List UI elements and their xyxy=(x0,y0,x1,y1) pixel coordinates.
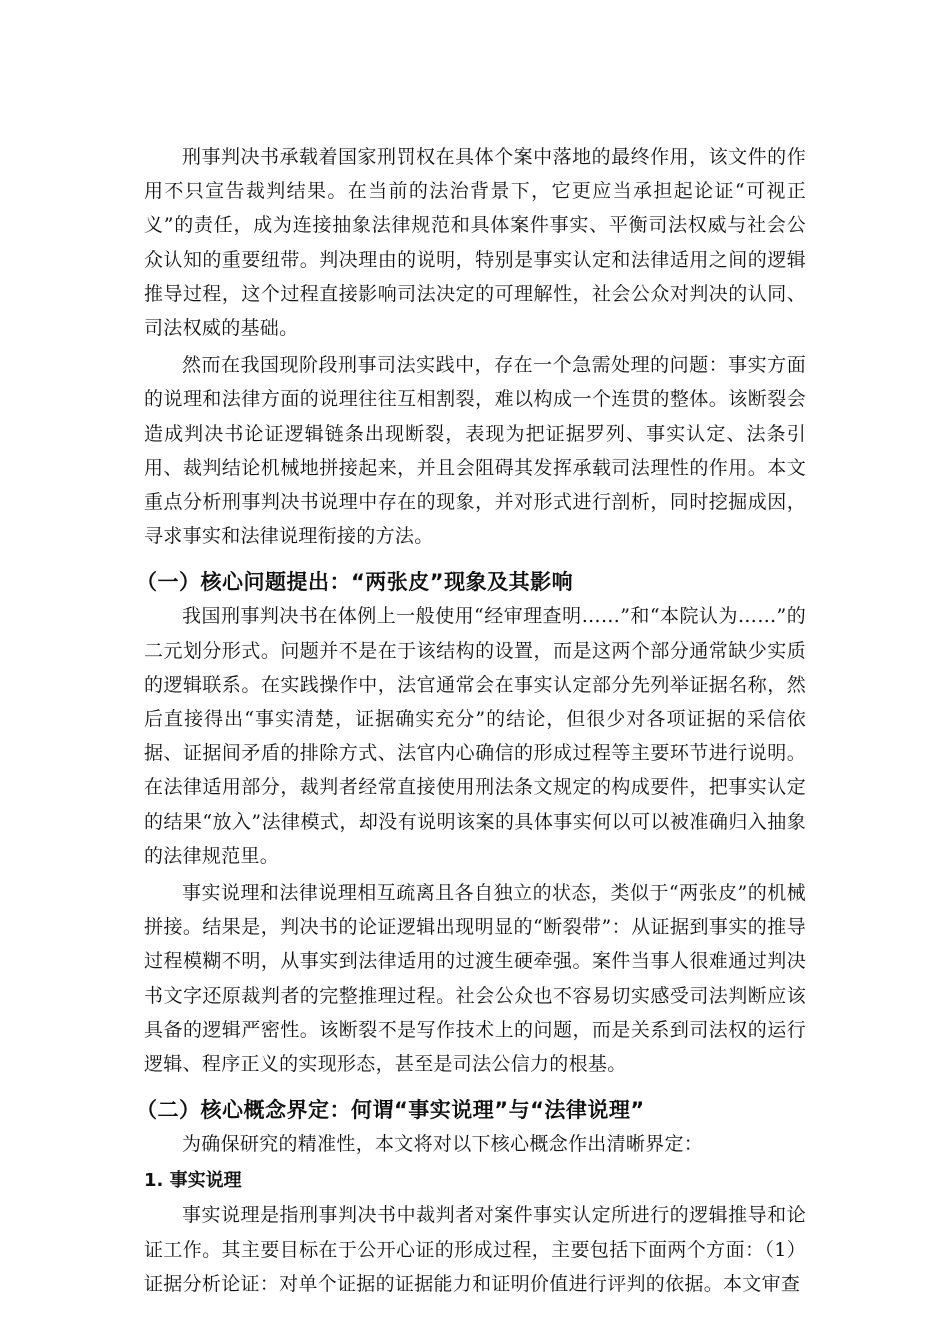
section-2-intro: 为确保研究的精准性，本文将对以下核心概念作出清晰界定： xyxy=(182,1133,704,1156)
intro-paragraph-2: 然而在我国现阶段刑事司法实践中，存在一个急需处理的问题：事实方面的说理和法律方面的说理往往互相割裂，难以构成一个连贯的整体。该断裂会造成判决书论证逻辑链条出现断裂，表现为把证据罗列、事实认定、法条引用、裁判结论机械地拼接起来，并且会阻碍其发挥承载司法理性的作用。本文重点分析刑事判决书说理中存在的现象，并对形式进行剖析，同时挖掘成因，寻求事实和法律说理衔接的方法。 xyxy=(144,354,806,548)
section-1-heading: （一）核心问题提出：“两张皮”现象及其影响 xyxy=(136,570,574,595)
subsection-fact-reasoning-paragraph: 事实说理是指刑事判决书中裁判者对案件事实认定所进行的逻辑推导和论证工作。其主要目标在于公开心证的形成过程，主要包括下面两个方面：（1）证据分析论证：对单个证据的证据能力和证明价值进行评判的依据。本文审查 xyxy=(144,1204,806,1295)
section-1-paragraph-1: 我国刑事判决书在体例上一般使用“经审理查明……”和“本院认为……”的二元划分形式。问题并不是在于该结构的设置，而是这两个部分通常缺少实质的逻辑联系。在实践操作中，法官通常会在事实认定部分先列举证据名称，然后直接得出“事实清楚，证据确实充分”的结论，但很少对各项证据的采信依据、证据间矛盾的排除方式、法官内心确信的形成过程等主要环节进行说明。在法律适用部分，裁判者经常直接使用刑法条文规定的构成要件，把事实认定的结果“放入”法律模式，却没有说明该案的具体事实何以可以被准确归入抽象的法律规范里。 xyxy=(144,605,806,867)
intro-paragraph-1: 刑事判决书承载着国家刑罚权在具体个案中落地的最终作用，该文件的作用不只宣告裁判结果。在当前的法治背景下，它更应当承担起论证“可视正义”的责任，成为连接抽象法律规范和具体案件事实、平衡司法权威与社会公众认知的重要纽带。判决理由的说明，特别是事实认定和法律适用之间的逻辑推导过程，这个过程直接影响司法决定的可理解性，社会公众对判决的认同、司法权威的基础。 xyxy=(144,146,806,340)
section-2-heading: （二）核心概念界定：何谓“事实说理”与“法律说理” xyxy=(136,1098,645,1123)
subsection-fact-reasoning-heading: 1. 事实说理 xyxy=(144,1170,242,1192)
section-1-paragraph-2: 事实说理和法律说理相互疏离且各自独立的状态，类似于“两张皮”的机械拼接。结果是，判决书的论证逻辑出现明显的“断裂带”：从证据到事实的推导过程模糊不明，从事实到法律适用的过渡生硬牵强。案件当事人很难通过判决书文字还原裁判者的完整推理过程。社会公众也不容易切实感受司法判断应该具备的逻辑严密性。该断裂不是写作技术上的问题，而是关系到司法权的运行逻辑、程序正义的实现形态，甚至是司法公信力的根基。 xyxy=(144,882,806,1076)
